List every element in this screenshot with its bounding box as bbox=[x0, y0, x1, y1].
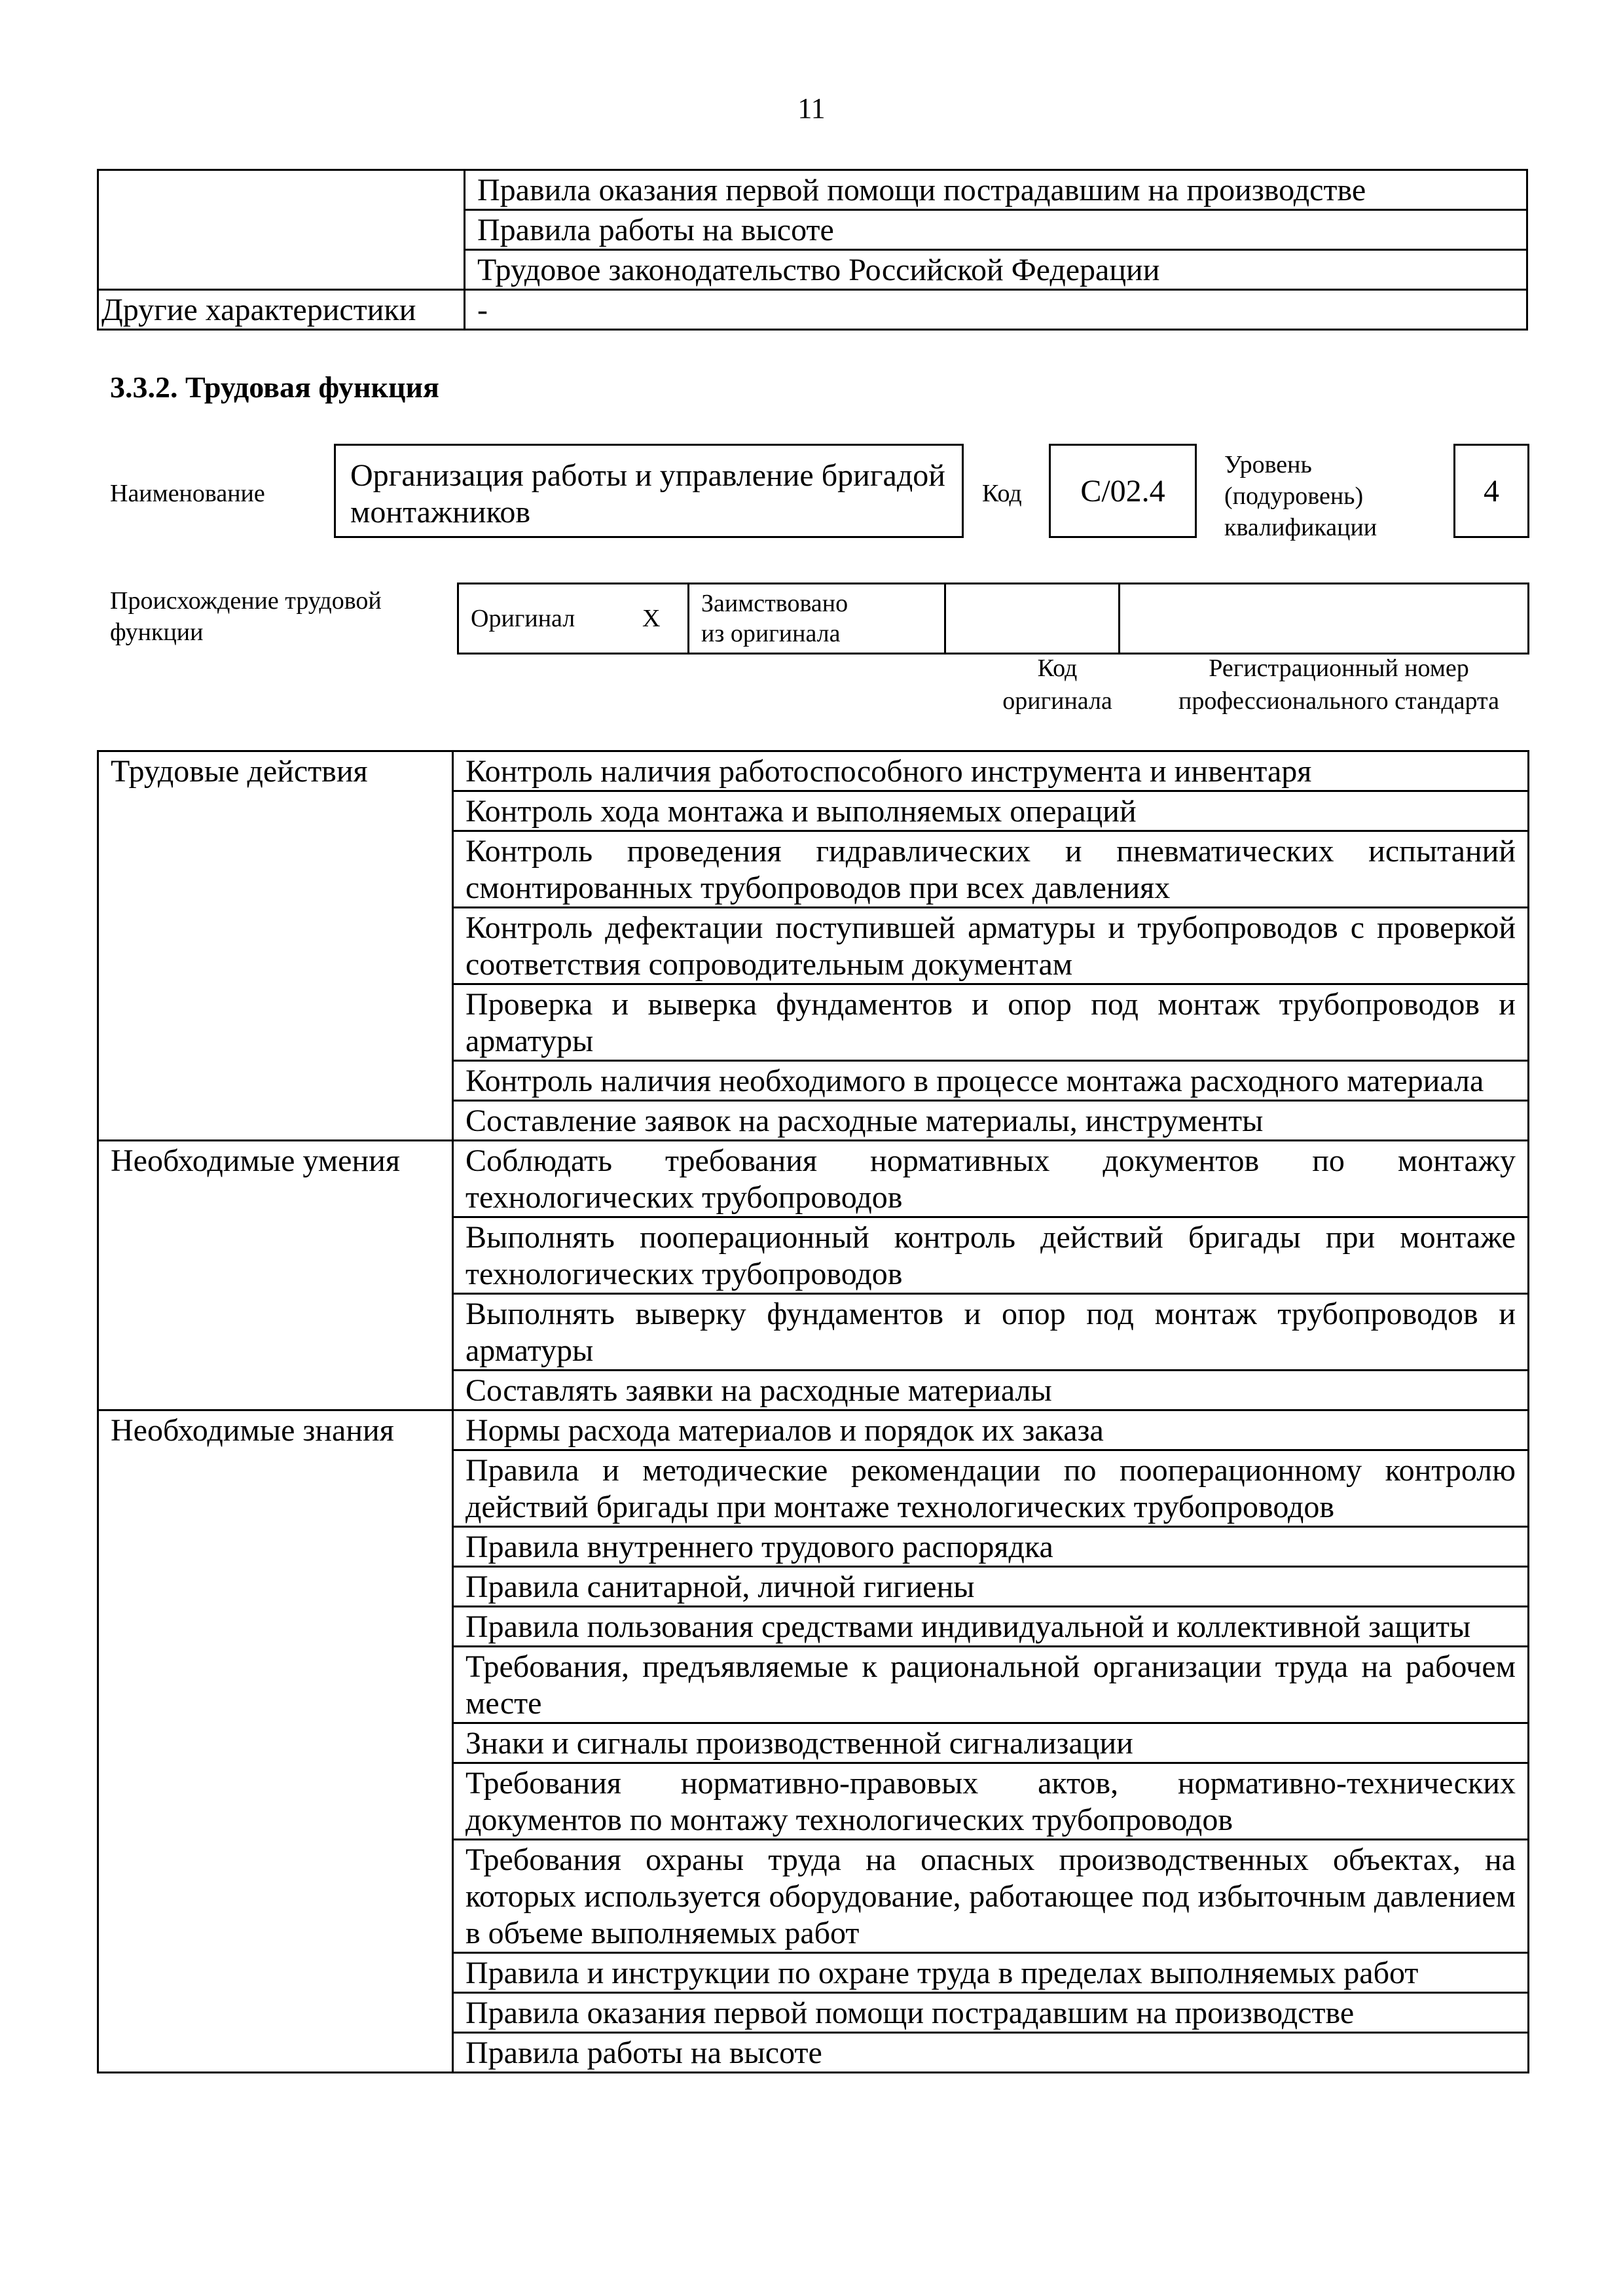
list-item: Выполнять выверку фундаментов и опор под монтаж трубопроводов и арматуры bbox=[453, 1294, 1529, 1371]
table-row bbox=[98, 1141, 1529, 1217]
list-item: Нормы расхода материалов и порядок их заказа bbox=[453, 1410, 1529, 1450]
table-row bbox=[98, 751, 1529, 791]
list-item: Контроль наличия работоспособного инструмента и инвентаря bbox=[453, 751, 1529, 791]
list-item: Правила оказания первой помощи пострадавшим на производстве bbox=[453, 1993, 1529, 2033]
other-characteristics-value: - bbox=[465, 290, 1527, 330]
list-item: Знаки и сигналы производственной сигнализации bbox=[453, 1723, 1529, 1763]
origin-table bbox=[457, 583, 1529, 655]
section-title: 3.3.2. Трудовая функция bbox=[110, 370, 439, 404]
category-label: Необходимые умения bbox=[98, 1141, 453, 1410]
borrowed-label: Заимствовано из оригинала bbox=[689, 584, 945, 654]
origin-label: Происхождение трудовой функции bbox=[110, 587, 382, 646]
list-item: Правила работы на высоте bbox=[453, 2033, 1529, 2073]
original-code-caption: Код оригинала bbox=[1002, 655, 1112, 715]
function-code-value: C/02.4 bbox=[1049, 444, 1197, 538]
list-item: Правила и инструкции по охране труда в пределах выполняемых работ bbox=[453, 1953, 1529, 1993]
list-item: Контроль наличия необходимого в процессе монтажа расходного материала bbox=[453, 1061, 1529, 1101]
list-item: Проверка и выверка фундаментов и опор под монтаж трубопроводов и арматуры bbox=[453, 984, 1529, 1061]
category-label: Трудовые действия bbox=[98, 751, 453, 1141]
registration-number-caption: Регистрационный номер профессионального стандарта bbox=[1178, 655, 1499, 715]
function-details-table bbox=[97, 750, 1529, 2073]
name-label: Наименование bbox=[110, 480, 265, 507]
original-label: Оригинал bbox=[458, 584, 615, 654]
knowledge-item: Правила работы на высоте bbox=[465, 210, 1527, 250]
category-label: Необходимые знания bbox=[98, 1410, 453, 2073]
list-item: Правила внутреннего трудового распорядка bbox=[453, 1527, 1529, 1567]
qualification-level-value: 4 bbox=[1453, 444, 1529, 538]
list-item: Требования, предъявляемые к рациональной организации труда на рабочем месте bbox=[453, 1647, 1529, 1723]
list-item: Правила санитарной, личной гигиены bbox=[453, 1567, 1529, 1607]
list-item: Требования охраны труда на опасных производственных объектах, на которых используется оборудование, работающее под избыточным давлением в объеме выполняемых работ bbox=[453, 1840, 1529, 1953]
list-item: Контроль проведения гидравлических и пневматических испытаний смонтированных трубопроводов при всех давлениях bbox=[453, 831, 1529, 908]
page-number: 11 bbox=[797, 92, 826, 124]
original-code-cell bbox=[945, 584, 1120, 654]
list-item: Составление заявок на расходные материалы, инструменты bbox=[453, 1101, 1529, 1141]
original-mark: X bbox=[615, 584, 689, 654]
list-item: Требования нормативно-правовых актов, нормативно-технических документов по монтажу технологических трубопроводов bbox=[453, 1763, 1529, 1840]
list-item: Правила пользования средствами индивидуальной и коллективной защиты bbox=[453, 1607, 1529, 1647]
table-row bbox=[98, 1410, 1529, 1450]
list-item: Составлять заявки на расходные материалы bbox=[453, 1371, 1529, 1410]
list-item: Правила и методические рекомендации по пооперационному контролю действий бригады при монтаже технологических трубопроводов bbox=[453, 1450, 1529, 1527]
other-characteristics-label: Другие характеристики bbox=[98, 290, 465, 330]
previous-function-table-tail bbox=[97, 169, 1528, 331]
list-item: Контроль дефектации поступившей арматуры и трубопроводов с проверкой соответствия сопроводительным документам bbox=[453, 908, 1529, 984]
code-label: Код bbox=[982, 480, 1022, 507]
registration-number-cell bbox=[1120, 584, 1529, 654]
list-item: Соблюдать требования нормативных документов по монтажу технологических трубопроводов bbox=[453, 1141, 1529, 1217]
knowledge-item: Трудовое законодательство Российской Федерации bbox=[465, 250, 1527, 290]
knowledge-item: Правила оказания первой помощи пострадавшим на производстве bbox=[465, 170, 1527, 210]
list-item: Контроль хода монтажа и выполняемых операций bbox=[453, 791, 1529, 831]
empty-category-cell bbox=[98, 170, 465, 290]
function-name-value: Организация работы и управление бригадой монтажников bbox=[334, 444, 964, 538]
qualification-level-label: Уровень (подуровень) квалификации bbox=[1224, 451, 1377, 541]
list-item: Выполнять пооперационный контроль действий бригады при монтаже технологических трубопроводов bbox=[453, 1217, 1529, 1294]
